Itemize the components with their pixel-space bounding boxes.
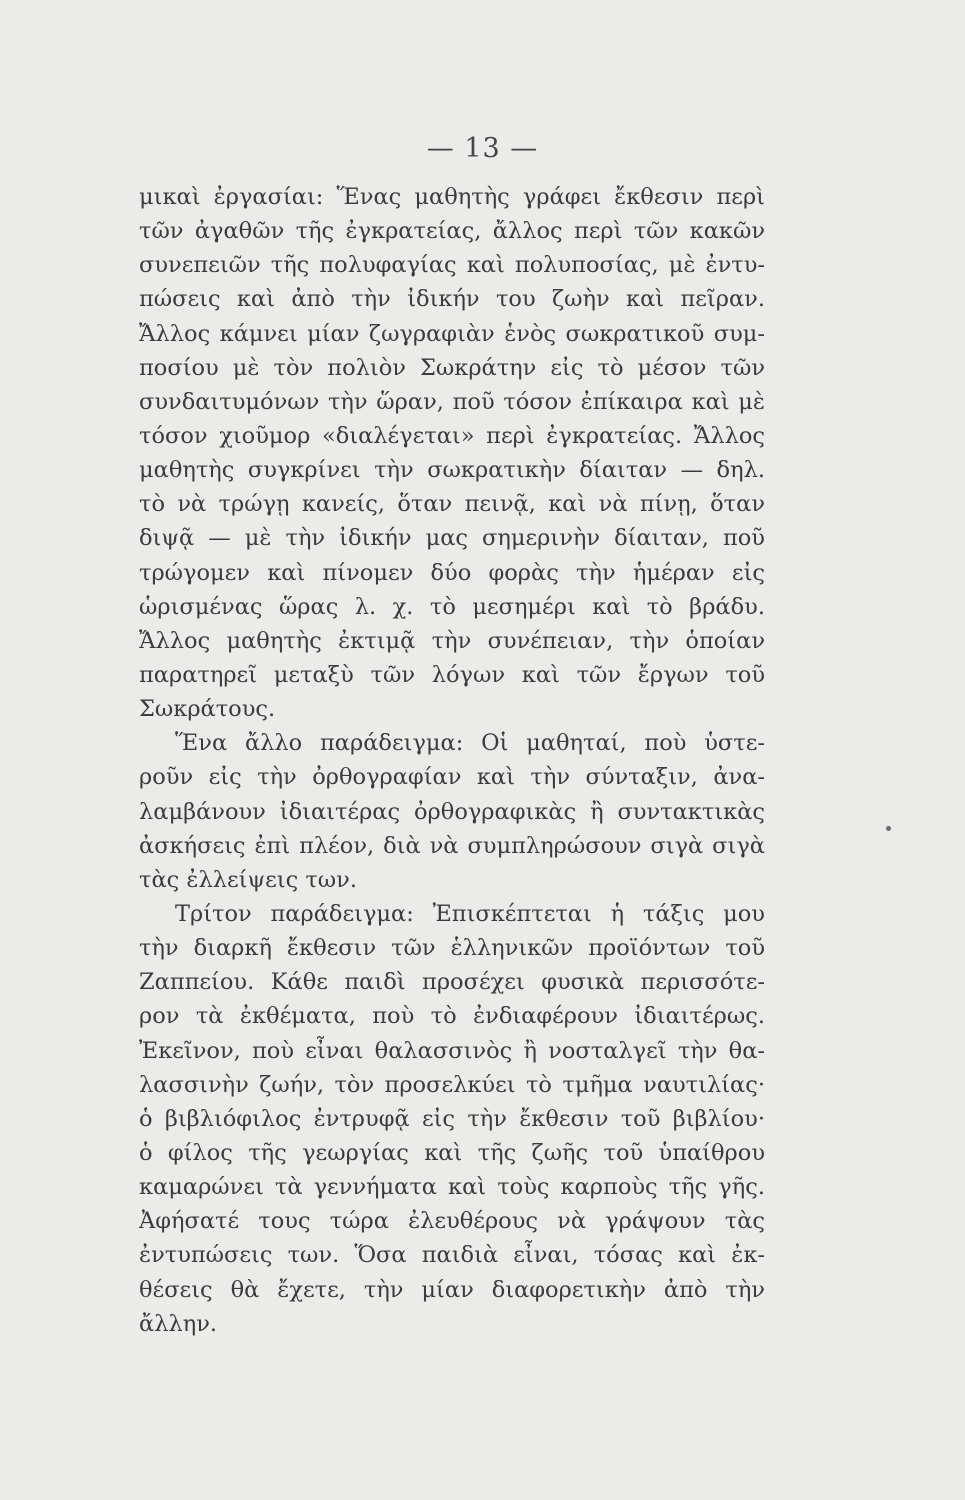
text-line: πώσεις καὶ ἀπὸ τὴν ἰδικήν του ζωὴν καὶ πεῖραν. (139, 286, 765, 313)
text-line: Ἀφήσατέ τους τώρα ἐλευθέρους νὰ γράψουν τὰς (139, 1208, 765, 1235)
text-line: Ζαππείου. Κάθε παιδὶ προσέχει φυσικὰ περισσότε- (139, 969, 765, 996)
text-line: Ἄλλος μαθητὴς ἐκτιμᾷ τὴν συνέπειαν, τὴν ὁποίαν (139, 627, 765, 654)
text-line: μικαὶ ἐργασίαι: Ἕνας μαθητὴς γράφει ἔκθεσιν περὶ (139, 184, 765, 210)
text-line: ἐντυπώσεις των. Ὅσα παιδιὰ εἶναι, τόσας καὶ ἐκ- (139, 1242, 765, 1269)
text-line: παρατηρεῖ μεταξὺ τῶν λόγων καὶ τῶν ἔργων τοῦ (139, 661, 765, 688)
text-line: τόσον χιοῦμορ «διαλέγεται» περὶ ἐγκρατείας. Ἄλλος (139, 422, 765, 449)
text-line: τὸ νὰ τρώγῃ κανείς, ὅταν πεινᾷ, καὶ νὰ πίνῃ, ὅταν (139, 491, 765, 518)
text-line: ποσίου μὲ τὸν πολιὸν Σωκράτην εἰς τὸ μέσον τῶν (139, 354, 765, 381)
text-line: Τρίτον παράδειγμα: Ἐπισκέπτεται ἡ τάξις μου (175, 900, 765, 927)
text-line: συνεπειῶν τῆς πολυφαγίας καὶ πολυποσίας, μὲ ἐντυ- (139, 252, 765, 279)
text-line: ροῦν εἰς τὴν ὀρθογραφίαν καὶ τὴν σύνταξιν, ἀνα- (139, 764, 765, 791)
text-line: ἀσκήσεις ἐπὶ πλέον, διὰ νὰ συμπληρώσουν σιγὰ σιγὰ (139, 832, 765, 859)
text-line: καμαρώνει τὰ γεννήματα καὶ τοὺς καρποὺς τῆς γῆς. (139, 1174, 765, 1201)
body-text (139, 180, 765, 1341)
text-line: Ἐκεῖνον, ποὺ εἶναι θαλασσινὸς ἢ νοσταλγεῖ τὴν θα- (139, 1037, 765, 1064)
text-line: ἄλλην. (139, 1310, 218, 1337)
text-line: τρώγομεν καὶ πίνομεν δύο φορὰς τὴν ἡμέραν εἰς (139, 559, 765, 586)
text-line: συνδαιτυμόνων τὴν ὥραν, ποῦ τόσον ἐπίκαιρα καὶ μὲ (139, 388, 765, 415)
text-line: Ἕνα ἄλλο παράδειγμα: Οἱ μαθηταί, ποὺ ὑστε- (175, 730, 765, 757)
text-line: διψᾷ — μὲ τὴν ἰδικήν μας σημερινὴν δίαιταν, ποῦ (139, 525, 765, 552)
text-line: ὁ φίλος τῆς γεωργίας καὶ τῆς ζωῆς τοῦ ὑπαίθρου (139, 1139, 765, 1166)
text-line: θέσεις θὰ ἔχετε, τὴν μίαν διαφορετικὴν ἀπὸ τὴν (139, 1276, 765, 1303)
text-line: ὡρισμένας ὥρας λ. χ. τὸ μεσημέρι καὶ τὸ βράδυ. (139, 593, 765, 620)
text-line: τὴν διαρκῆ ἔκθεσιν τῶν ἑλληνικῶν προϊόντων τοῦ (139, 935, 765, 962)
text-line: τῶν ἀγαθῶν τῆς ἐγκρατείας, ἄλλος περὶ τῶν κακῶν (139, 218, 765, 245)
text-line: Ἄλλος κάμνει μίαν ζωγραφιὰν ἑνὸς σωκρατικοῦ συμ- (139, 320, 765, 347)
ink-spot (886, 826, 891, 831)
page-number: — 13 — (426, 133, 539, 164)
text-line: λασσινὴν ζωήν, τὸν προσελκύει τὸ τμῆμα ναυτιλίας· (139, 1071, 765, 1098)
text-line: λαμβάνουν ἰδιαιτέρας ὀρθογραφικὰς ἢ συντακτικὰς (139, 798, 765, 825)
text-line: μαθητὴς συγκρίνει τὴν σωκρατικὴν δίαιταν — δηλ. (139, 457, 765, 484)
text-line: Σωκράτους. (139, 696, 276, 723)
text-line: τὰς ἐλλείψεις των. (139, 866, 357, 893)
text-line: ρον τὰ ἐκθέματα, ποὺ τὸ ἐνδιαφέρουν ἰδιαιτέρως. (139, 1003, 765, 1030)
text-line: ὁ βιβλιόφιλος ἐντρυφᾷ εἰς τὴν ἔκθεσιν τοῦ βιβλίου· (139, 1105, 765, 1132)
